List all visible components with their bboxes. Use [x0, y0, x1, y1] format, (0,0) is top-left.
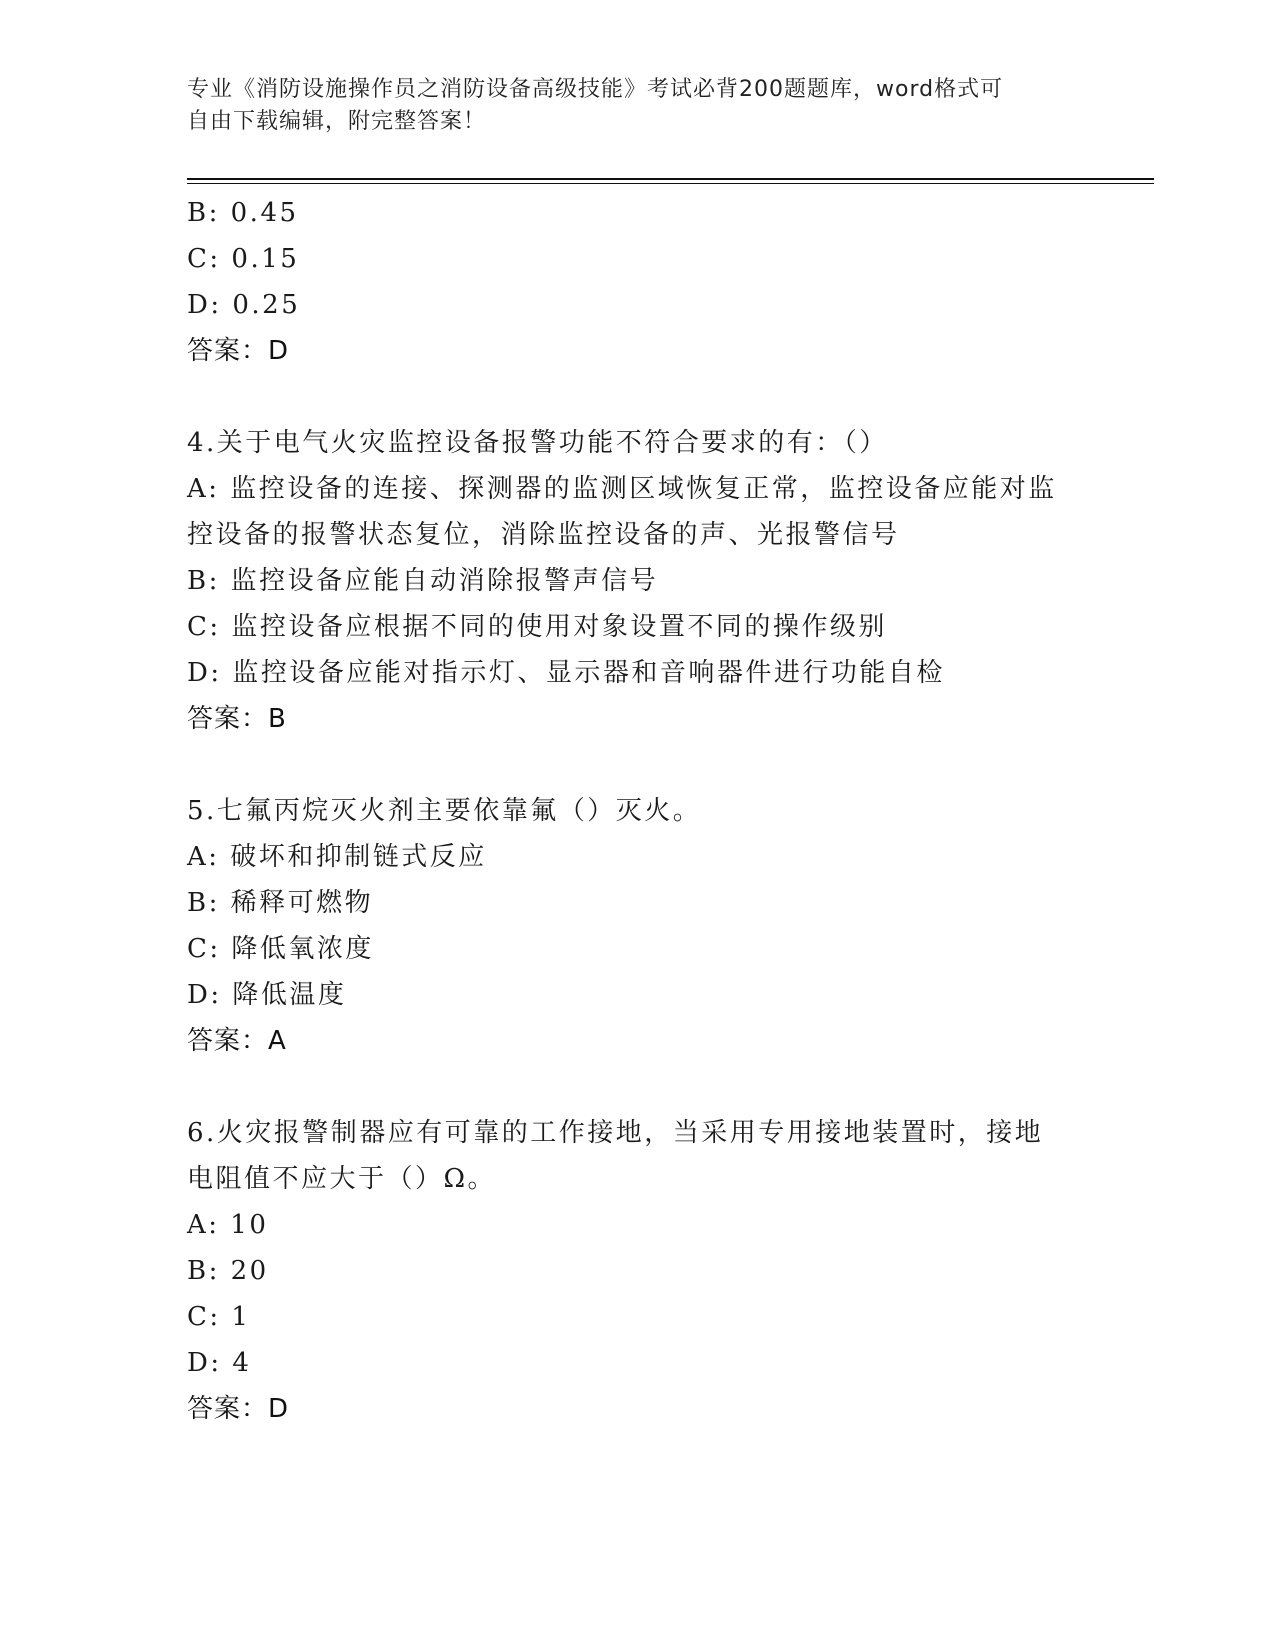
option-b: B: 监控设备应能自动消除报警声信号	[187, 566, 659, 596]
option-c: C: 降低氧浓度	[187, 934, 374, 964]
option-c: C: 0.15	[187, 244, 300, 274]
option-a: A: 10	[187, 1210, 269, 1240]
option-b: B: 0.45	[187, 198, 299, 228]
question-6	[187, 1110, 1087, 1432]
option-a-line-2: 控设备的报警状态复位，消除监控设备的声、光报警信号	[187, 520, 900, 550]
header-line-2: 自由下载编辑，附完整答案！	[187, 109, 487, 134]
option-d: D: 0.25	[187, 290, 301, 320]
answer: 答案：D	[187, 336, 290, 366]
option-a: A: 破坏和抑制链式反应	[187, 842, 487, 872]
document-body	[187, 190, 1087, 1432]
spacer	[187, 742, 1087, 788]
question-text: 5.七氟丙烷灭火剂主要依靠氟（）灭火。	[187, 796, 702, 826]
header-rule-thick	[187, 178, 1154, 180]
option-b: B: 20	[187, 1256, 269, 1286]
answer: 答案：D	[187, 1394, 290, 1424]
option-c: C: 1	[187, 1302, 251, 1332]
option-d: D: 监控设备应能对指示灯、显示器和音响器件进行功能自检	[187, 658, 945, 688]
option-a-line-1: A: 监控设备的连接、探测器的监测区域恢复正常，监控设备应能对监	[187, 474, 1057, 504]
option-d: D: 4	[187, 1348, 252, 1378]
answer: 答案：A	[187, 1026, 287, 1056]
question-text-line-2: 电阻值不应大于（）Ω。	[187, 1164, 497, 1194]
header-line-1: 专业《消防设施操作员之消防设备高级技能》考试必背200题题库，word格式可	[187, 77, 1004, 102]
question-5	[187, 788, 1087, 1064]
question-4	[187, 420, 1087, 742]
question-text-line-1: 6.火灾报警制器应有可靠的工作接地，当采用专用接地装置时，接地	[187, 1118, 1044, 1148]
spacer	[187, 1064, 1087, 1110]
spacer	[187, 374, 1087, 420]
question-text: 4.关于电气火灾监控设备报警功能不符合要求的有：（）	[187, 428, 888, 458]
option-c: C: 监控设备应根据不同的使用对象设置不同的操作级别	[187, 612, 887, 642]
answer: 答案：B	[187, 704, 287, 734]
option-b: B: 稀释可燃物	[187, 888, 374, 918]
document-header	[187, 74, 1067, 138]
question-3-tail	[187, 190, 1087, 374]
option-d: D: 降低温度	[187, 980, 347, 1010]
header-rule-thin	[187, 183, 1154, 184]
